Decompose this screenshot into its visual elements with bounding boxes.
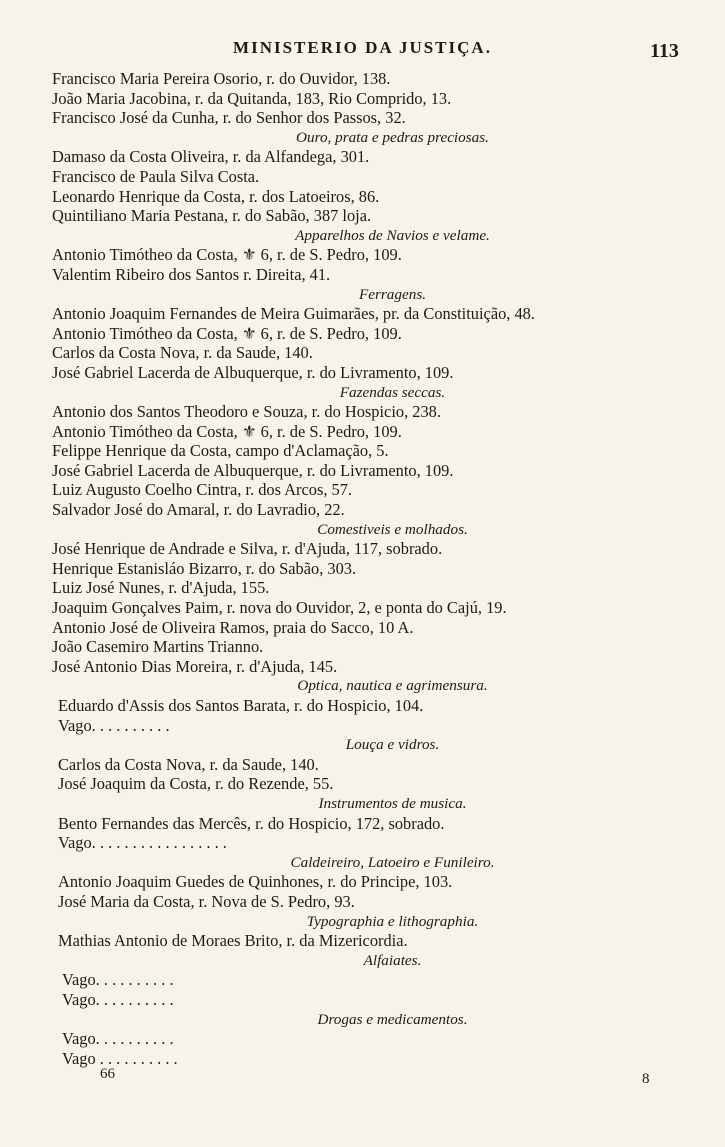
directory-entry: Antonio José de Oliveira Ramos, praia do Sacco, 10 A. [52, 617, 414, 637]
section-heading: Drogas e medicamentos. [317, 1010, 468, 1028]
directory-entry: Quintiliano Maria Pestana, r. do Sabão, 387 loja. [52, 206, 372, 226]
directory-entry: Carlos da Costa Nova, r. da Saude, 140. [58, 754, 319, 774]
section-heading: Caldeireiro, Latoeiro e Funileiro. [290, 853, 495, 871]
directory-entry: Vago. . . . . . . . . . . . . . . . . [58, 833, 227, 853]
directory-entry: Carlos da Costa Nova, r. da Saude, 140. [52, 343, 313, 363]
directory-entry: Antonio Joaquim Guedes de Quinhones, r. do Principe, 103. [58, 872, 453, 892]
directory-entry: Antonio Timótheo da Costa, ⚜ 6, r. de S. Pedro, 109. [52, 421, 402, 441]
directory-entry: Vago. . . . . . . . . . [62, 989, 174, 1009]
directory-entry: Francisco Maria Pereira Osorio, r. do Ouvidor, 138. [52, 69, 391, 88]
section-heading: Ouro, prata e pedras preciosas. [296, 128, 489, 146]
entry-list [0, 69, 725, 1068]
directory-entry: Vago. . . . . . . . . . [62, 1029, 174, 1049]
directory-entry: Vago. . . . . . . . . . [62, 970, 174, 990]
directory-entry: Henrique Estanisláo Bizarro, r. do Sabão, 303. [52, 558, 357, 578]
directory-entry: José Gabriel Lacerda de Albuquerque, r. do Livramento, 109. [52, 460, 454, 480]
page-title: MINISTERIO DA JUSTIÇA. [233, 38, 492, 57]
section-heading: Comestiveis e molhados. [317, 520, 468, 538]
section-heading: Typographia e lithographia. [306, 912, 479, 930]
directory-entry: Luiz José Nunes, r. d'Ajuda, 155. [52, 578, 270, 598]
directory-entry: Mathias Antonio de Moraes Brito, r. da Mizericordia. [58, 931, 408, 951]
directory-entry: Damaso da Costa Oliveira, r. da Alfandega, 301. [52, 147, 370, 167]
directory-entry: José Gabriel Lacerda de Albuquerque, r. do Livramento, 109. [52, 362, 454, 382]
footer-signature-right: 8 [642, 1071, 650, 1087]
directory-entry: Salvador José do Amaral, r. do Lavradio, 22. [52, 500, 345, 520]
directory-entry: Leonardo Henrique da Costa, r. dos Latoeiros, 86. [52, 186, 380, 206]
directory-entry: Valentim Ribeiro dos Santos r. Direita, 41. [52, 264, 331, 284]
directory-entry: Luiz Augusto Coelho Cintra, r. dos Arcos, 57. [52, 480, 353, 500]
section-heading: Alfaiates. [363, 951, 422, 969]
directory-entry: José Henrique de Andrade e Silva, r. d'Ajuda, 117, sobrado. [52, 539, 443, 559]
directory-entry: Antonio Timótheo da Costa, ⚜ 6, r. de S. Pedro, 109. [52, 323, 402, 343]
directory-entry: João Casemiro Martins Trianno. [52, 637, 264, 657]
section-heading: Fazendas seccas. [339, 383, 446, 401]
directory-entry: Felippe Henrique da Costa, campo d'Aclamação, 5. [52, 441, 389, 461]
directory-entry: José Maria da Costa, r. Nova de S. Pedro, 93. [58, 891, 355, 911]
section-heading: Ferragens. [358, 285, 427, 303]
directory-entry: José Joaquim da Costa, r. do Rezende, 55. [58, 774, 334, 794]
directory-entry: Vago. . . . . . . . . . [58, 715, 170, 735]
directory-entry: Antonio Timótheo da Costa, ⚜ 6, r. de S. Pedro, 109. [52, 245, 402, 265]
directory-entry: Antonio Joaquim Fernandes de Meira Guimarães, pr. da Constituição, 48. [52, 304, 535, 324]
directory-entry: Joaquim Gonçalves Paim, r. nova do Ouvidor, 2, e ponta do Cajú, 19. [52, 598, 507, 618]
directory-entry: Vago . . . . . . . . . . [62, 1048, 178, 1068]
directory-entry: Francisco de Paula Silva Costa. [52, 166, 260, 186]
directory-entry: Francisco José da Cunha, r. do Senhor dos Passos, 32. [52, 108, 406, 128]
directory-entry: Antonio dos Santos Theodoro e Souza, r. do Hospicio, 238. [52, 402, 441, 422]
page-number: 113 [650, 40, 679, 62]
footer-signature-left: 66 [100, 1066, 115, 1082]
section-heading: Louça e vidros. [345, 736, 440, 754]
section-heading: Instrumentos de musica. [318, 794, 467, 812]
section-heading: Apparelhos de Navios e velame. [295, 226, 490, 244]
section-heading: Optica, nautica e agrimensura. [297, 677, 488, 695]
directory-entry: Eduardo d'Assis dos Santos Barata, r. do Hospicio, 104. [58, 696, 424, 715]
directory-entry: João Maria Jacobina, r. da Quitanda, 183, Rio Comprido, 13. [52, 88, 452, 108]
directory-entry: José Antonio Dias Moreira, r. d'Ajuda, 145. [52, 656, 338, 676]
directory-entry: Bento Fernandes das Mercês, r. do Hospicio, 172, sobrado. [58, 813, 445, 833]
